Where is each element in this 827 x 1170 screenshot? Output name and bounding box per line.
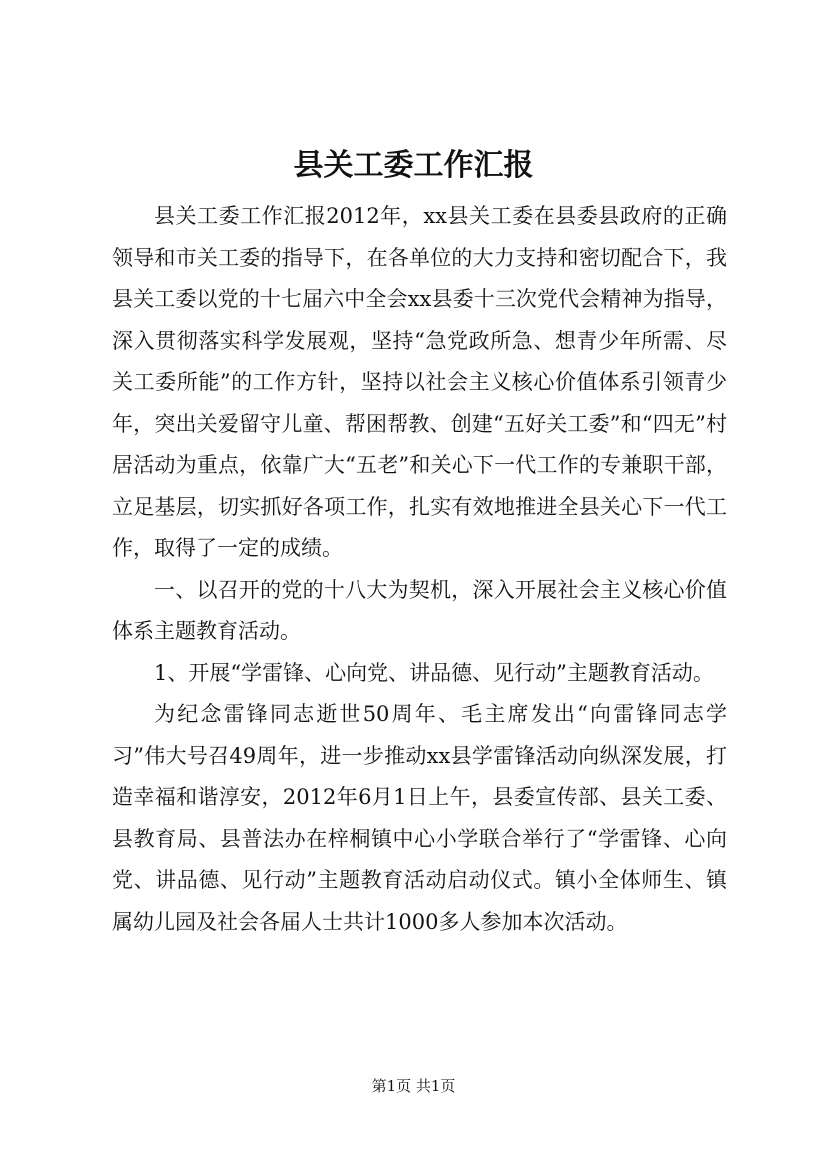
document-title: 县关工委工作汇报 [293, 148, 534, 183]
paragraph-activity-detail: 为纪念雷锋同志逝世50周年、毛主席发出“向雷锋同志学习”伟大号召49周年，进一步推动xx县学雷锋活动向纵深发展，打造幸福和谐淳安，2012年6月1日上午，县委宣传部、县关工委、县教育局、县普法办在梓桐镇中心小学联合举行了“学雷锋、心向党、讲品德、见行动”主题教育活动启动仪式。镇小全体师生、镇属幼儿园及社会各届人士共计1000多人参加本次活动。 [112, 702, 727, 934]
paragraph-intro: 县关工委工作汇报2012年，xx县关工委在县委县政府的正确领导和市关工委的指导下，在各单位的大力支持和密切配合下，我县关工委以党的十七届六中全会xx县委十三次党代会精神为指导，深入贯彻落实科学发展观，坚持“急党政所急、想青少年所需、尽关工委所能”的工作方针，坚持以社会主义核心价值体系引领青少年，突出关爱留守儿童、帮困帮教、创建“五好关工委”和“四无”村居活动为重点，依靠广大“五老”和关心下一代工作的专兼职干部，立足基层，切实抓好各项工作，扎实有效地推进全县关心下一代工作，取得了一定的成绩。 [112, 204, 727, 560]
document-body [112, 196, 727, 943]
paragraph-subheading: 1、开展“学雷锋、心向党、讲品德、见行动”主题教育活动。 [154, 660, 714, 685]
page-footer: 第1页 共1页 [371, 1077, 456, 1095]
paragraph-section-heading: 一、以召开的党的十八大为契机，深入开展社会主义核心价值体系主题教育活动。 [112, 577, 727, 643]
